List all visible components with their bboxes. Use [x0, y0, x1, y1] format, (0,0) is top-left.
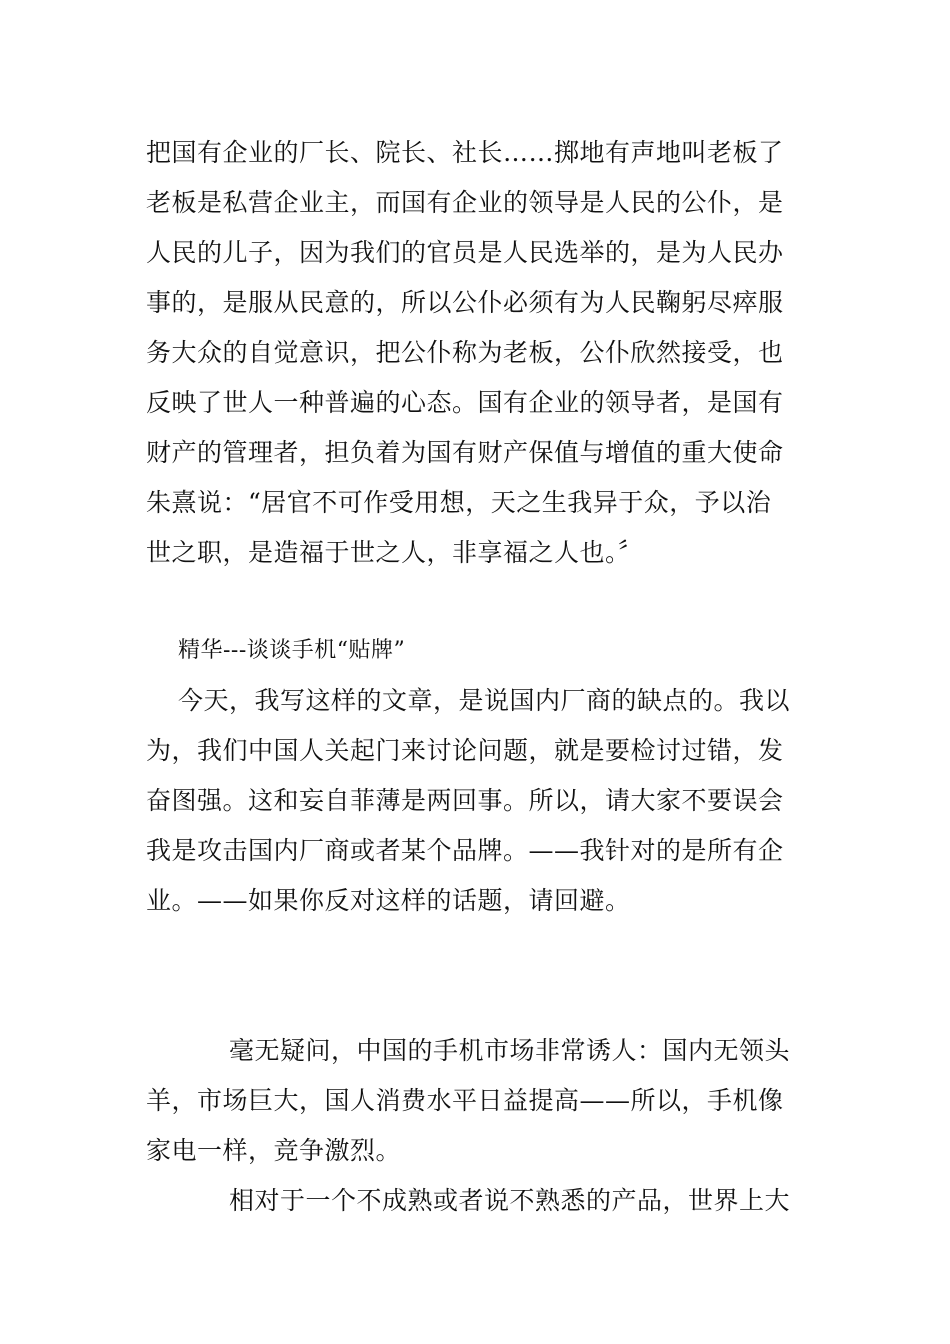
paragraph-3-line-3: 家电一样，竞争激烈。	[146, 1136, 402, 1165]
paragraph-1-line-6: 反映了世人一种普遍的心态。国有企业的领导者，是国有	[146, 388, 784, 417]
paragraph-2-line-1: 今天，我写这样的文章，是说国内厂商的缺点的。我以	[178, 686, 791, 715]
paragraph-1-line-7: 财产的管理者，担负着为国有财产保值与增值的重大使命	[146, 438, 784, 467]
paragraph-1-line-9: 世之职，是造福于世之人，非享福之人也。〞	[146, 538, 644, 567]
paragraph-1-line-1: 把国有企业的厂长、院长、社长……掷地有声地叫老板了	[146, 138, 784, 167]
paragraph-1-line-4: 事的，是服从民意的，所以公仆必须有为人民鞠躬尽瘁服	[146, 288, 784, 317]
paragraph-1-line-8: 朱熹说：“居官不可作受用想，天之生我异于众，予以治	[146, 488, 772, 517]
paragraph-2-line-3: 奋图强。这和妄自菲薄是两回事。所以，请大家不要误会	[146, 786, 784, 815]
paragraph-2-line-5: 业。——如果你反对这样的话题，请回避。	[146, 886, 631, 915]
paragraph-3-line-1: 毫无疑问，中国的手机市场非常诱人：国内无领头	[229, 1036, 791, 1065]
paragraph-2-line-2: 为，我们中国人关起门来讨论问题，就是要检讨过错，发	[146, 736, 784, 765]
paragraph-4-line-1: 相对于一个不成熟或者说不熟悉的产品，世界上大	[229, 1186, 791, 1215]
section-heading: 精华---谈谈手机“贴牌”	[178, 638, 406, 663]
paragraph-2-line-4: 我是攻击国内厂商或者某个品牌。——我针对的是所有企	[146, 836, 784, 865]
paragraph-1-line-2: 老板是私营企业主，而国有企业的领导是人民的公仆，是	[146, 188, 784, 217]
paragraph-3-line-2: 羊，市场巨大，国人消费水平日益提高——所以，手机像	[146, 1086, 784, 1115]
paragraph-1-line-3: 人民的儿子，因为我们的官员是人民选举的，是为人民办	[146, 238, 784, 267]
paragraph-1-line-5: 务大众的自觉意识，把公仆称为老板，公仆欣然接受，也	[146, 338, 784, 367]
